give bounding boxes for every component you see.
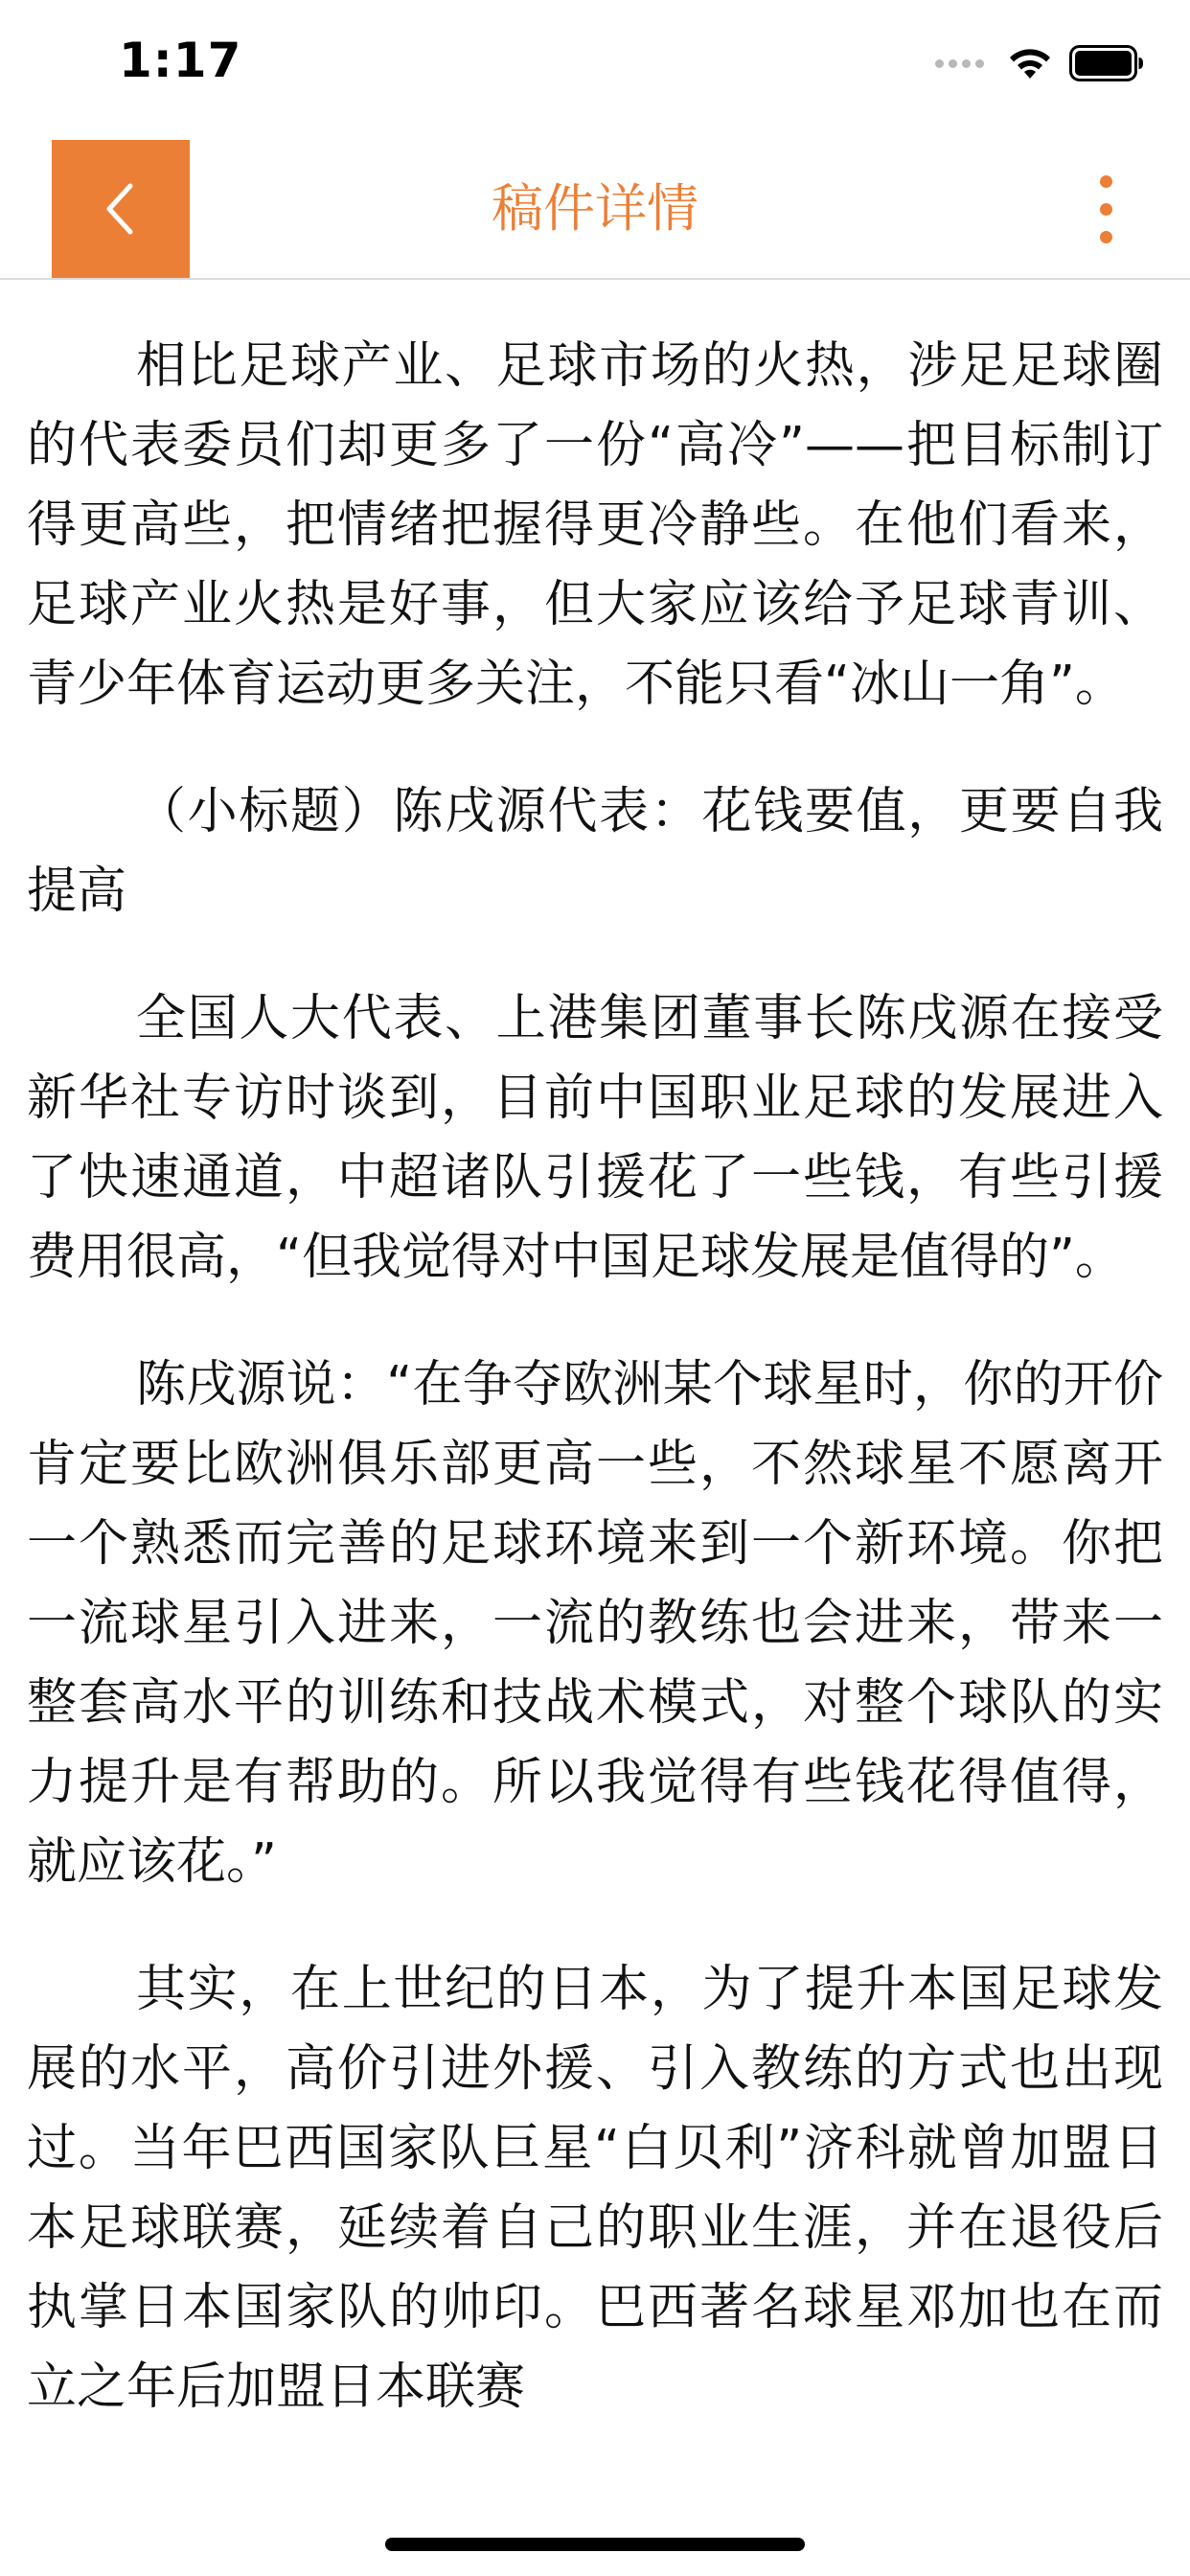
battery-icon [1069,45,1144,81]
article-paragraph: 其实，在上世纪的日本，为了提升本国足球发展的水平，高价引进外援、引入教练的方式也出现过。当年巴西国家队巨星“白贝利”济科就曾加盟日本足球联赛，延续着自己的职业生涯，并在退役后执掌日本国家队的帅印。巴西著名球星邓加也在而立之年后加盟日本联赛 [27,1961,1163,2416]
status-time: 1:17 [119,33,242,88]
home-indicator[interactable] [385,2538,805,2551]
page-title: 稿件详情 [492,178,698,239]
chevron-left-icon [100,178,142,240]
more-vertical-icon [1100,175,1112,188]
navigation-bar [0,140,1190,280]
back-button[interactable] [52,140,190,278]
article-paragraph: 全国人大代表、上港集团董事长陈戌源在接受新华社专访时谈到，目前中国职业足球的发展进入了快速通道，中超诸队引援花了一些钱，有些引援费用很高，“但我觉得对中国足球发展是值得的”。 [27,990,1163,1286]
status-bar [0,0,1190,126]
article-subheading: （小标题）陈戌源代表：花钱要值，更要自我提高 [27,783,1163,920]
more-options-button[interactable] [1060,140,1152,278]
article-paragraph: 陈戌源说：“在争夺欧洲某个球星时，你的开价肯定要比欧洲俱乐部更高一些，不然球星不愿离开一个熟悉而完善的足球环境来到一个新环境。你把一流球星引入进来，一流的教练也会进来，带来一整套高水平的训练和技战术模式，对整个球队的实力提升是有帮助的。所以我觉得有些钱花得值得，就应该花。” [27,1356,1163,1891]
article-paragraph: 相比足球产业、足球市场的火热，涉足足球圈的代表委员们却更多了一份“高冷”——把目标制订得更高些，把情绪把握得更冷静些。在他们看来，足球产业火热是好事，但大家应该给予足球青训、青少年体育运动更多关注，不能只看“冰山一角”。 [27,337,1163,713]
status-indicators [935,38,1144,88]
wifi-icon [1006,44,1054,82]
article-body [27,280,1163,2576]
cellular-signal-icon [935,59,989,68]
